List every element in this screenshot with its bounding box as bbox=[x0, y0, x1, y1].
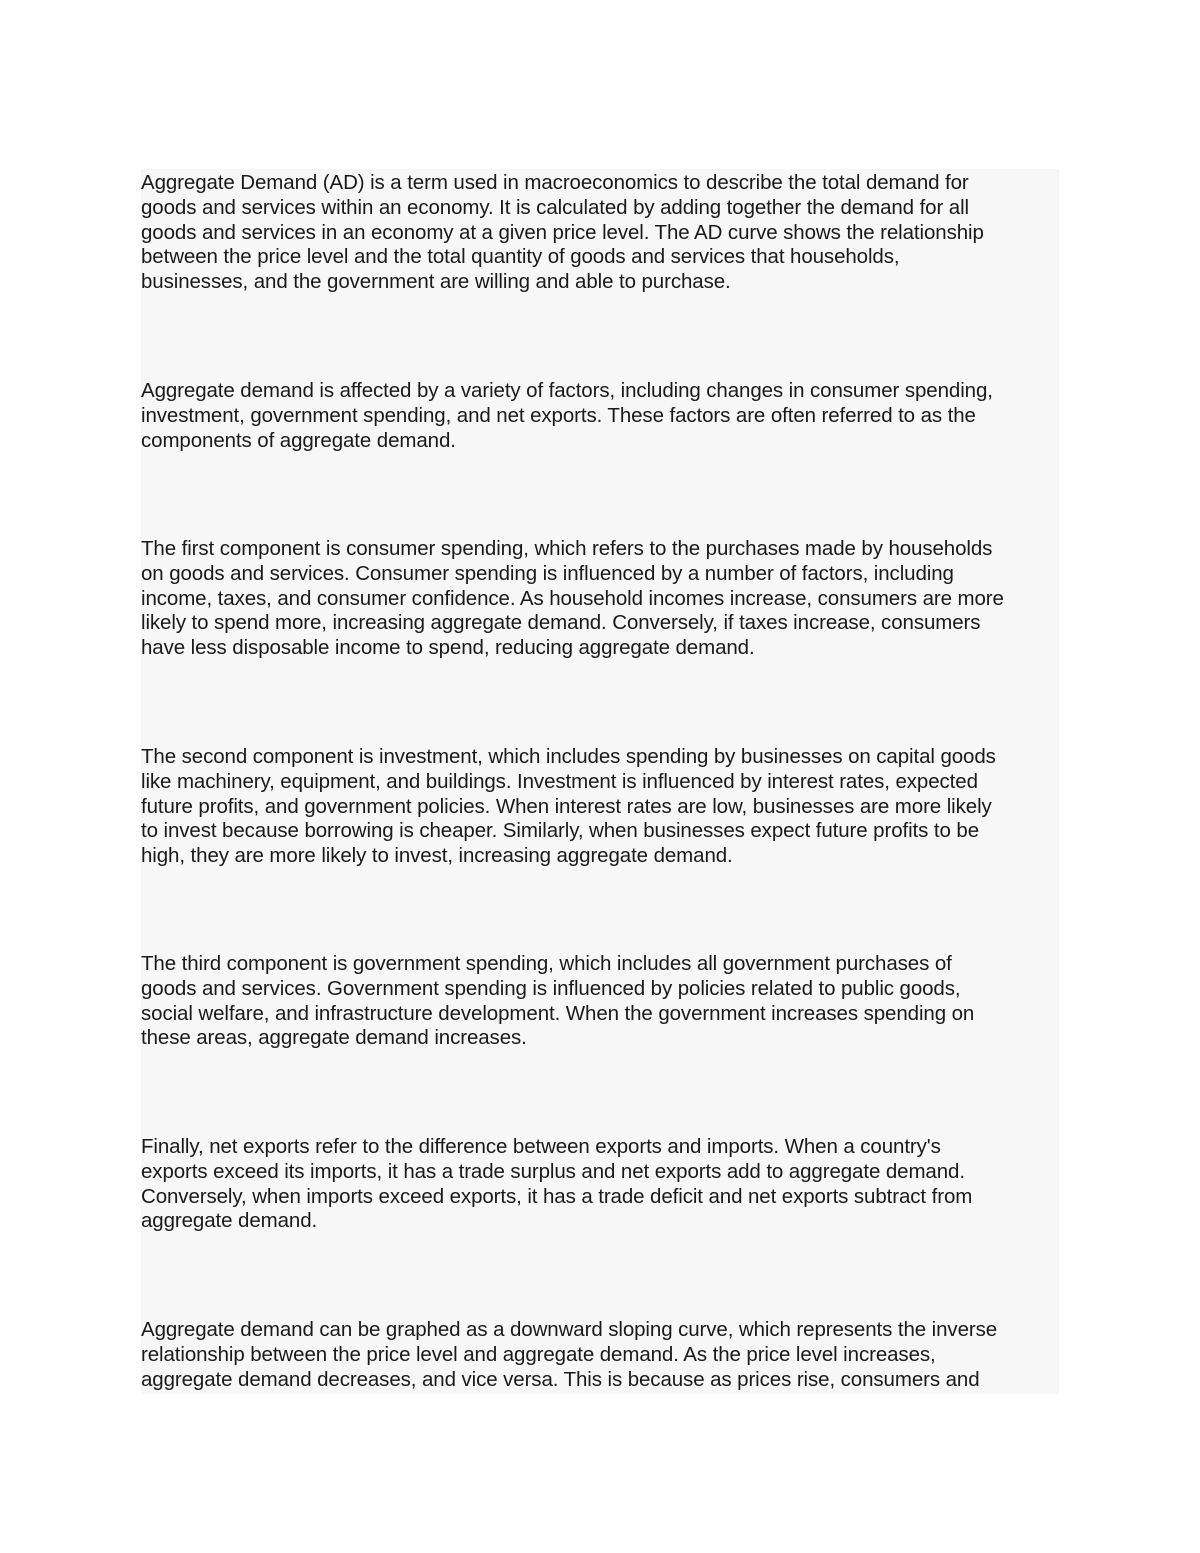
paragraph-net-exports bbox=[141, 1135, 1059, 1234]
text-line: relationship between the price level and aggregate demand. As the price level increases, bbox=[141, 1342, 936, 1366]
text-line: goods and services within an economy. It is calculated by adding together the demand for all bbox=[141, 195, 969, 219]
text-line: have less disposable income to spend, reducing aggregate demand. bbox=[141, 636, 755, 660]
text-line: The second component is investment, which includes spending by businesses on capital goods bbox=[141, 745, 996, 768]
text-line: goods and services in an economy at a given price level. The AD curve shows the relationship bbox=[141, 220, 984, 244]
paragraph-ad-curve bbox=[141, 1318, 1059, 1392]
text-line: The first component is consumer spending, which refers to the purchases made by households bbox=[141, 537, 993, 560]
text-line: goods and services. Government spending is influenced by policies related to public goods, bbox=[141, 976, 961, 1000]
text-line: investment, government spending, and net exports. These factors are often referred to as the bbox=[141, 403, 976, 427]
text-line: between the price level and the total quantity of goods and services that households, bbox=[141, 245, 900, 269]
text-line: Conversely, when imports exceed exports, it has a trade deficit and net exports subtract from bbox=[141, 1184, 973, 1208]
text-line: components of aggregate demand. bbox=[141, 428, 456, 452]
paragraph-government-spending bbox=[141, 952, 1059, 1051]
text-line: Aggregate demand is affected by a variety of factors, including changes in consumer spending, bbox=[141, 379, 993, 402]
text-line: Finally, net exports refer to the difference between exports and imports. When a country's bbox=[141, 1135, 941, 1158]
paragraph-ad-definition bbox=[141, 171, 1059, 295]
text-line: Aggregate demand can be graphed as a downward sloping curve, which represents the inverse bbox=[141, 1318, 998, 1341]
text-line: high, they are more likely to invest, increasing aggregate demand. bbox=[141, 844, 733, 868]
text-line: income, taxes, and consumer confidence. As household incomes increase, consumers are more bbox=[141, 586, 1004, 610]
text-line: Aggregate Demand (AD) is a term used in macroeconomics to describe the total demand for bbox=[141, 171, 969, 194]
text-line: on goods and services. Consumer spending is influenced by a number of factors, including bbox=[141, 561, 954, 585]
text-line: like machinery, equipment, and buildings. Investment is influenced by interest rates, expected bbox=[141, 769, 978, 793]
text-line: social welfare, and infrastructure development. When the government increases spending on bbox=[141, 1001, 975, 1025]
text-line: businesses, and the government are willing and able to purchase. bbox=[141, 270, 731, 294]
text-line: The third component is government spending, which includes all government purchases of bbox=[141, 952, 952, 975]
document-text-block bbox=[141, 169, 1059, 1394]
paragraph-investment bbox=[141, 745, 1059, 869]
text-line: exports exceed its imports, it has a trade surplus and net exports add to aggregate demand. bbox=[141, 1159, 965, 1183]
text-line: to invest because borrowing is cheaper. Similarly, when businesses expect future profits to be bbox=[141, 819, 979, 843]
paragraph-ad-factors bbox=[141, 379, 1059, 453]
paragraph-consumer-spending bbox=[141, 537, 1059, 661]
text-line: these areas, aggregate demand increases. bbox=[141, 1026, 527, 1050]
text-line: aggregate demand. bbox=[141, 1209, 318, 1233]
text-line: likely to spend more, increasing aggregate demand. Conversely, if taxes increase, consumers bbox=[141, 611, 981, 635]
text-line: aggregate demand decreases, and vice versa. This is because as prices rise, consumers and bbox=[141, 1367, 980, 1391]
text-line: future profits, and government policies. When interest rates are low, businesses are more likely bbox=[141, 794, 992, 818]
